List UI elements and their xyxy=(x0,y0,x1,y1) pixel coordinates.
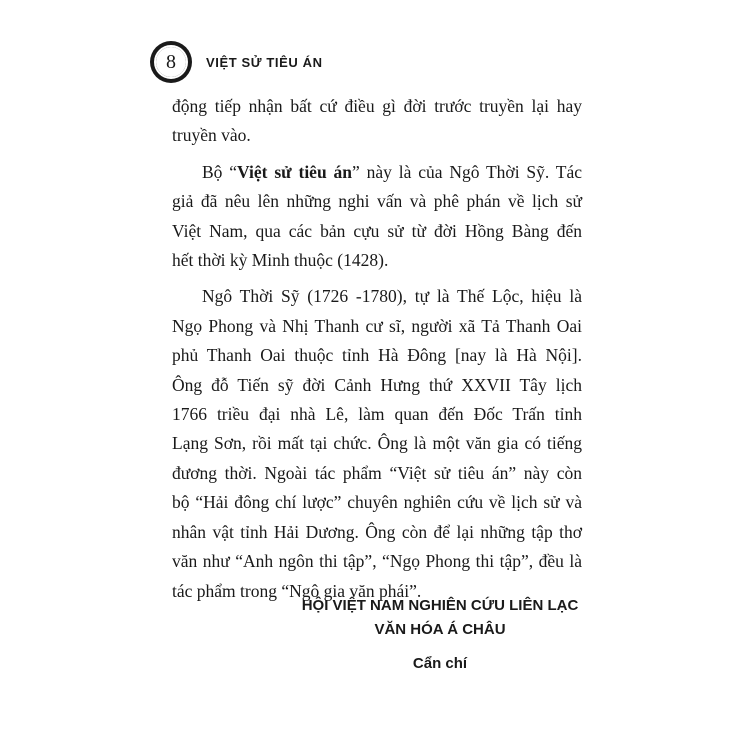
paragraph-2 xyxy=(172,158,582,276)
paragraph-3 xyxy=(172,282,582,605)
text-line: đương thời. Ngoài tác phẩm “Việt sử tiêu án” này còn xyxy=(172,462,582,483)
text-line: động tiếp nhận bất cứ điều gì đời trước truyền lại hay xyxy=(172,96,582,116)
text-line: giả đã nêu lên những nghi vấn và phê phán về lịch sử xyxy=(172,191,582,212)
text-fragment: Bộ “ xyxy=(202,161,238,182)
book-title-bold: Việt sử tiêu án xyxy=(237,161,353,182)
paragraph-1 xyxy=(172,92,582,151)
text-line: truyền vào. xyxy=(172,125,251,146)
text-line: bộ “Hải đông chí lược” chuyên nghiên cứu về lịch sử và xyxy=(172,492,582,513)
text-line: văn như “Anh ngôn thi tập”, “Ngọ Phong thi tập”, đều là xyxy=(172,551,582,572)
page-header xyxy=(150,38,323,86)
text-line: Lạng Sơn, rồi mất tại chức. Ông là một văn gia có tiếng xyxy=(172,433,582,454)
page-number: 8 xyxy=(156,47,186,77)
text-line: hết thời kỳ Minh thuộc (1428). xyxy=(172,250,389,271)
text-line: tác phẩm trong “Ngô gia văn phái”. xyxy=(172,580,422,601)
text-fragment: ” này là của Ngô Thời Sỹ. Tác xyxy=(352,161,583,182)
organization-name-line-2: VĂN HÓA Á CHÂU xyxy=(374,621,506,638)
text-line: phủ Thanh Oai thuộc tỉnh Hà Đông [nay là Hà Nội]. xyxy=(172,345,582,366)
page-number-badge xyxy=(150,41,192,83)
running-title: VIỆT SỬ TIÊU ÁN xyxy=(206,54,323,70)
text-line: Ngô Thời Sỹ (1726 -1780), tự là Thế Lộc, hiệu là xyxy=(202,286,582,307)
closing-phrase: Cẩn chí xyxy=(412,655,468,672)
text-line: nhân vật tỉnh Hải Dương. Ông còn để lại những tập thơ xyxy=(172,521,582,542)
signature-block xyxy=(270,594,610,676)
text-line: Ngọ Phong và Nhị Thanh cư sĩ, người xã Tả Thanh Oai xyxy=(172,315,582,336)
text-line xyxy=(172,158,582,187)
text-line: Việt Nam, qua các bản cựu sử từ đời Hồng Bàng đến xyxy=(172,220,582,241)
text-line: Ông đỗ Tiến sỹ đời Cảnh Hưng thứ XXVII Tây lịch xyxy=(172,374,582,395)
body-text xyxy=(172,92,582,613)
text-line: 1766 triều đại nhà Lê, làm quan đến Đốc Trấn tỉnh xyxy=(172,404,582,425)
organization-name-line-1: HỘI VIỆT NAM NGHIÊN CỨU LIÊN LẠC xyxy=(301,597,579,614)
